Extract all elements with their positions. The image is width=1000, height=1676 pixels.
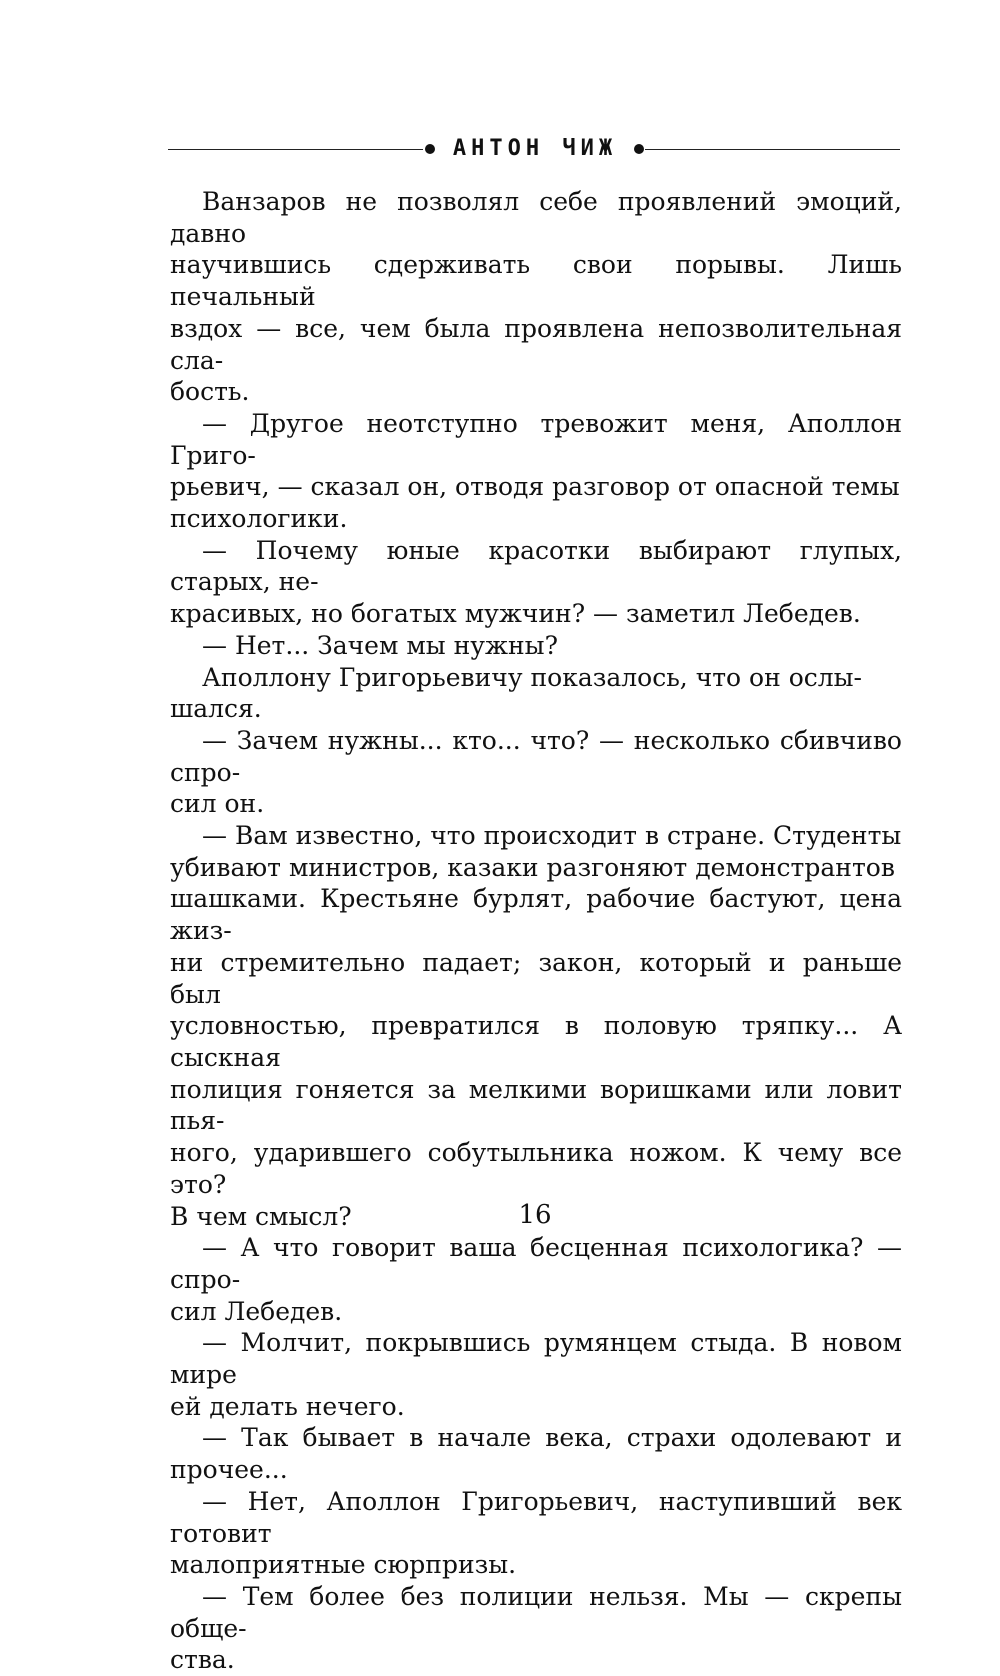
- paragraph: — Тем более без полиции нельзя. Мы — скрепы обще- ства.: [170, 1581, 902, 1675]
- bullet-ornament-left: [425, 144, 435, 154]
- paragraph: — Вам известно, что происходит в стране. Студенты убивают министров, казаки разгоняют демонстрантов шашками. Крестьяне бурлят, рабочие бастуют, цена жиз- ни стремительно падает; закон, который и раньше был условностью, превратился в половую тряпку... А сыскная полиция гоняется за мелкими воришками или ловит пья- ного, ударившего собутыльника ножом. К чему все это? В чем смысл?: [170, 821, 902, 1231]
- running-header: [168, 132, 900, 168]
- header-rule-left: [168, 149, 423, 150]
- paragraph: Ванзаров не позволял себе проявлений эмоций, давно научившись сдерживать свои порывы. Лишь печальный вздох — все, чем была проявлена непозволительная сла- бость.: [170, 187, 902, 407]
- author-name: АНТОН ЧИЖ: [452, 136, 618, 161]
- paragraph: — Нет... Зачем мы нужны?: [202, 630, 558, 660]
- paragraph: — А что говорит ваша бесценная психологика? — спро- сил Лебедев.: [170, 1233, 902, 1326]
- page-number: 16: [518, 1200, 552, 1230]
- paragraph: — Нет, Аполлон Григорьевич, наступивший век готовит малоприятные сюрпризы.: [170, 1486, 902, 1580]
- paragraph: — Зачем нужны... кто... что? — несколько сбивчиво спро- сил он.: [170, 725, 902, 819]
- paragraph: Аполлону Григорьевичу показалось, что он ослы- шался.: [170, 662, 862, 724]
- paragraph: — Молчит, покрывшись румянцем стыда. В новом мире ей делать нечего.: [170, 1328, 902, 1421]
- body-text: [170, 186, 902, 1676]
- bullet-ornament-right: [634, 144, 644, 154]
- paragraph: — Почему юные красотки выбирают глупых, старых, не- красивых, но богатых мужчин? — заметил Лебедев.: [170, 535, 902, 629]
- paragraph: — Так бывает в начале века, страхи одолевают и прочее...: [170, 1423, 902, 1485]
- header-rule-right: [645, 149, 900, 150]
- paragraph: — Другое неотступно тревожит меня, Аполлон Григо- рьевич, — сказал он, отводя разговор от опасной темы психологики.: [170, 408, 902, 534]
